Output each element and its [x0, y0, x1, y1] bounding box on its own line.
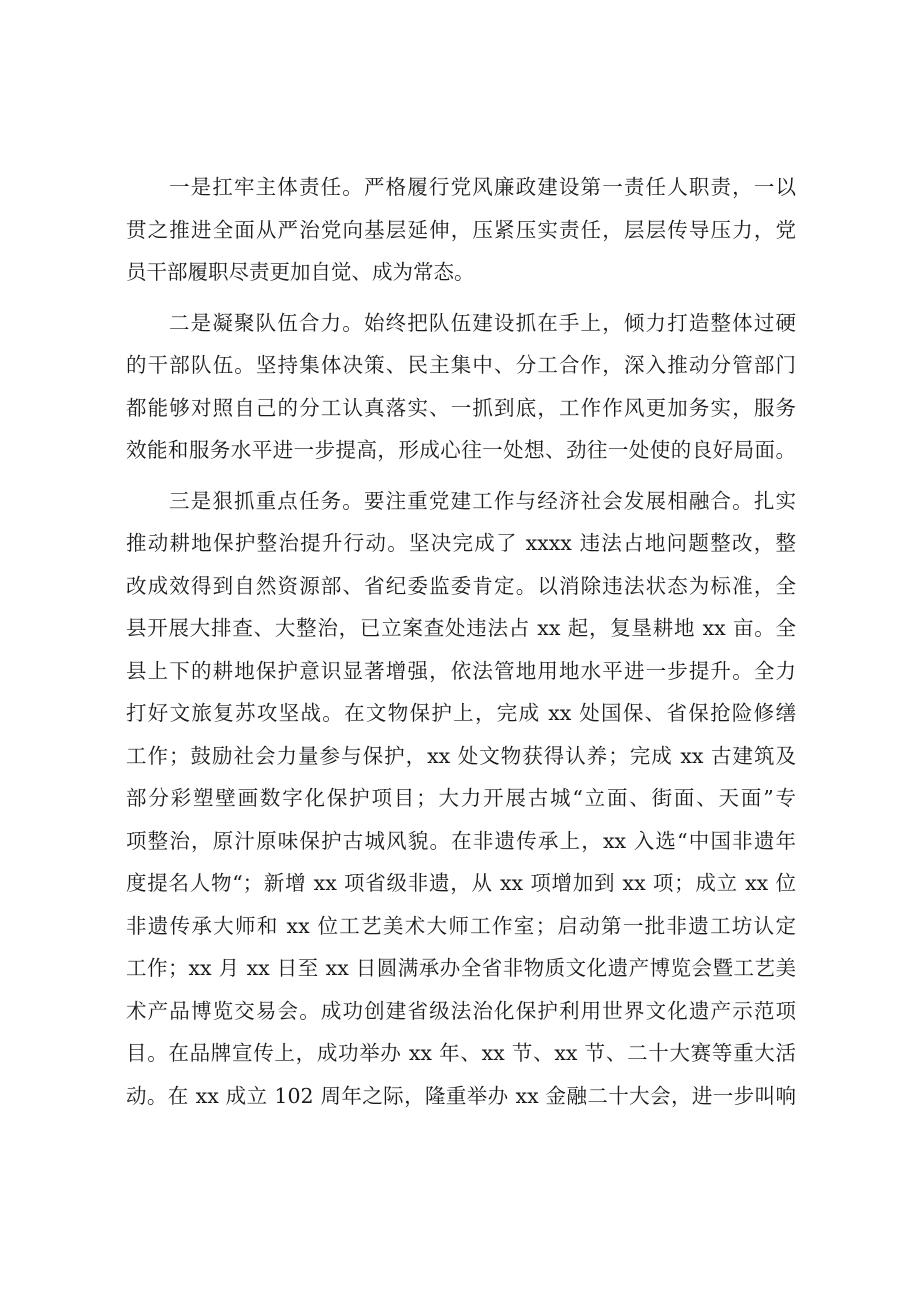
- paragraph-line: 三是狠抓重点任务。要注重党建工作与经济社会发展相融合。扎实: [169, 488, 796, 513]
- paragraph-line: 工作；xx 月 xx 日至 xx 日圆满承办全省非物质文化遗产博览会暨工艺美: [126, 956, 796, 980]
- paragraph-line: 员干部履职尽责更加自觉、成为常态。: [126, 260, 475, 284]
- paragraph-line: 推动耕地保护整治提升行动。坚决完成了 xxxx 违法占地问题整改，整: [126, 531, 796, 555]
- paragraph-line: 动。在 xx 成立 102 周年之际，隆重举办 xx 金融二十大会，进一步叫响: [126, 1083, 796, 1108]
- paragraph-line: 县开展大排查、大整治，已立案查处违法占 xx 起，复垦耕地 xx 亩。全: [126, 616, 796, 640]
- paragraph-line: 术产品博览交易会。成功创建省级法治化保护利用世界文化遗产示范项: [126, 998, 796, 1023]
- paragraph-line: 打好文旅复苏攻坚战。在文物保护上，完成 xx 处国保、省保抢险修缮: [126, 701, 796, 725]
- paragraph-line: 都能够对照自己的分工认真落实、一抓到底，工作作风更加务实，服务: [126, 395, 796, 420]
- paragraph-line: 部分彩塑壁画数字化保护项目；大力开展古城“立面、街面、天面”专: [126, 786, 796, 810]
- paragraph-line: 度提名人物“；新增 xx 项省级非遗，从 xx 项增加到 xx 项；成立 xx 位: [126, 871, 796, 895]
- paragraph-line: 效能和服务水平进一步提高，形成心往一处想、劲往一处使的良好局面。: [126, 438, 796, 462]
- paragraph-line: 二是凝聚队伍合力。始终把队伍建设抓在手上，倾力打造整体过硬: [169, 310, 796, 335]
- paragraph-line: 改成效得到自然资源部、省纪委监委肯定。以消除违法状态为标准，全: [126, 573, 796, 598]
- paragraph-line: 县上下的耕地保护意识显著增强，依法管地用地水平进一步提升。全力: [126, 658, 796, 683]
- paragraph-3: [126, 480, 796, 1118]
- paragraph-line: 非遗传承大师和 xx 位工艺美术大师工作室；启动第一批非遗工坊认定: [126, 913, 796, 938]
- paragraph-line: 项整治，原汁原味保护古城风貌。在非遗传承上，xx 入选“中国非遗年: [126, 828, 796, 853]
- paragraph-line: 的干部队伍。坚持集体决策、民主集中、分工合作，深入推动分管部门: [126, 353, 796, 377]
- paragraph-line: 目。在品牌宣传上，成功举办 xx 年、xx 节、xx 节、二十大赛等重大活: [126, 1041, 796, 1065]
- paragraph-line: 贯之推进全面从严治党向基层延伸，压紧压实责任，层层传导压力，党: [126, 217, 796, 242]
- paragraph-line: 一是扛牢主体责任。严格履行党风廉政建设第一责任人职责，一以: [169, 175, 796, 199]
- paragraph-line: 工作；鼓励社会力量参与保护，xx 处文物获得认养；完成 xx 古建筑及: [126, 743, 796, 768]
- document-body: [126, 166, 796, 1117]
- paragraph-1: [126, 166, 796, 294]
- paragraph-2: [126, 302, 796, 472]
